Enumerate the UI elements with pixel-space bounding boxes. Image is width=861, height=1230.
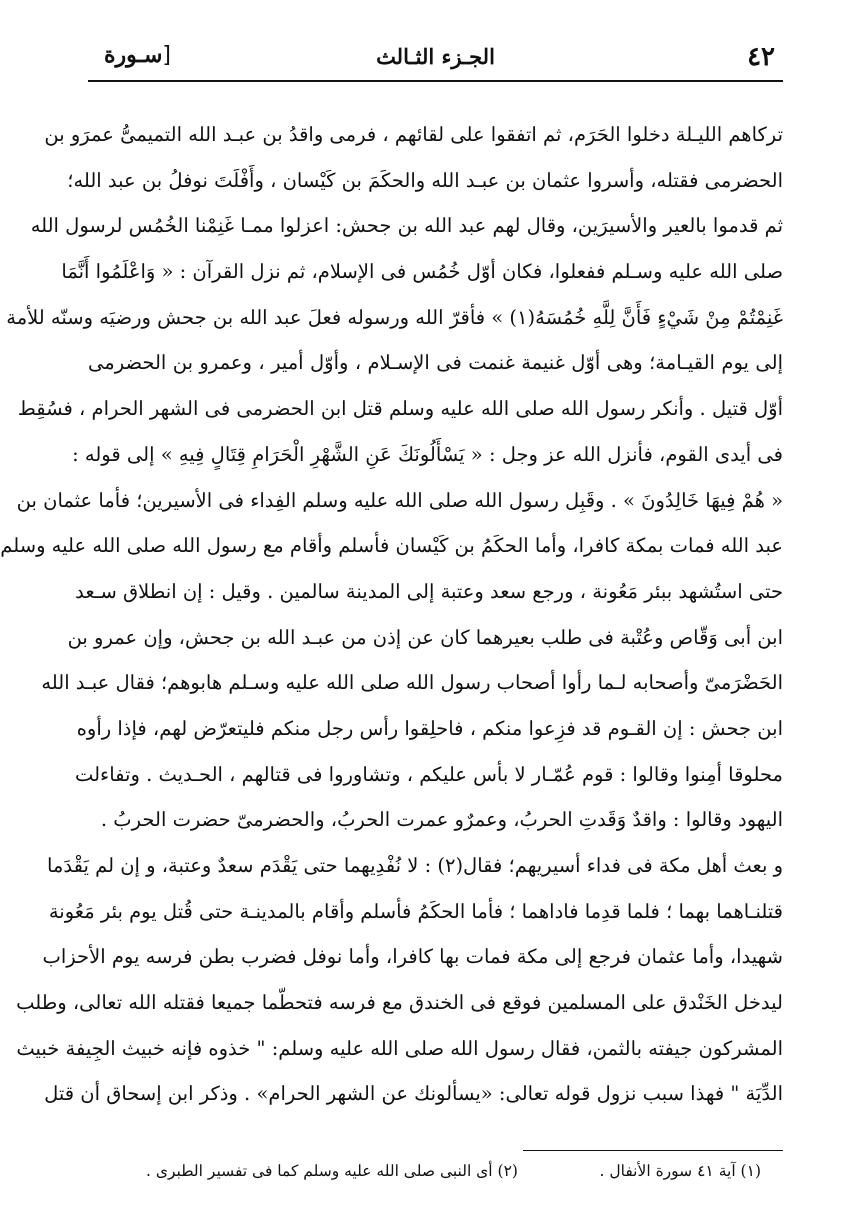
footnote-2: (٢) أى النبى صلى الله عليه وسلم كما فى تفسير الطبرى .: [146, 1162, 518, 1180]
text-line: ثم قدموا بالعير والأسيرَين، وقال لهم عبد الله بن جحش: اعزلوا ممـا غَنِمْنا الخُمُس لرسول الله: [30, 214, 783, 238]
text-line: ابن جحش : إن القـوم قد فزِعوا منكم ، فاحلِقوا رأس رجل منكم فليتعرّض لهم، فإذا رأوه: [76, 716, 783, 740]
text-line: صلى الله عليه وسـلم ففعلوا، فكان أوّل خُمُس فى الإسلام، ثم نزل القرآن : « وَاعْلَمُوا أَنَّمَا: [61, 260, 783, 284]
open-bracket: [: [162, 43, 171, 68]
text-line: ابن أبى وَقّاص وعُتْبة فى طلب بعيرهما كان عن إذن من عبـد الله بن جحش، وإن عمرو بن: [67, 625, 783, 649]
text-line: شهيدا، وأما عثمان فرجع إلى مكة فمات بها كافرا، وأما نوفل فضرب بطن فرسه يوم الأحزاب: [42, 945, 783, 969]
text-line: « هُمْ فِيهَا خَالِدُونَ » . وقَبِل رسول الله صلى الله عليه وسلم الفِداء فى الأسيرين؛ فأما عثمان بن: [16, 488, 783, 512]
text-line: محلوقا أمِنوا وقالوا : قوم عُمّـار لا بأس عليكم ، وتشاوروا فى قتالهم ، الحـديث . وتفاءلت: [74, 762, 783, 786]
page-header: [88, 38, 783, 78]
page-number: ٤٢: [747, 42, 775, 72]
running-title: الجـزء الثـالث: [376, 44, 495, 69]
text-line: و بعث أهل مكة فى فداء أسيريهم؛ فقال(٢) : لا نُفْدِيهما حتى يَقْدَم سعدٌ وعتبة، و إن لم يَقْدَما: [46, 854, 783, 877]
text-line: أوّل قتيل . وأنكر رسول الله صلى الله عليه وسلم قتل ابن الحضرمى فى الشهر الحرام ، فسُقِط: [17, 397, 783, 421]
text-line: الحَضْرَمىّ وأصحابه لـما رأوا أصحاب رسول الله صلى الله عليه وسـلم هابوهم؛ فقال عبـد الله: [41, 671, 783, 695]
text-line: إلى يوم القيـامة؛ وهى أوّل غنيمة غنمت فى الإسـلام ، وأوّل أمير ، وعمرو بن الحضرمى: [88, 351, 783, 375]
text-line: فى أيدى القوم، فأنزل الله عز وجل : « يَسْأَلُونَكَ عَنِ الشَّهْرِ الْحَرَامِ قِتَالٍ فِيهِ » إلى قوله :: [72, 442, 783, 466]
text-line: اليهود وقالوا : واقدٌ وَقَدتِ الحربُ، وعمرٌو عمرت الحربُ، والحضرمىّ حضرت الحربُ .: [100, 808, 783, 832]
text-line: قتلنـاهما بهما ؛ فلما قدِما فاداهما ؛ فأما الحكَمُ فأسلم وأقام بالمدينـة حتى قُتل يوم بئر مَعُونة: [48, 899, 783, 923]
footnote-divider: [523, 1150, 783, 1151]
text-line: ليدخل الخَنْدق على المسلمين فوقع فى الخندق مع فرسه فتحطّما جميعا فقتله الله تعالى، وطلب: [16, 991, 783, 1015]
text-line: الحضرمى فقتله، وأسروا عثمان بن عبـد الله والحكَمَ بن كَيْسان ، وأَفْلَتَ نوفلُ بن عبد الله؛: [67, 168, 783, 192]
text-line: تركاهم الليـلة دخلوا الحَرَم، ثم اتفقوا على لقائهم ، فرمى واقدُ بن عبـد الله التميمىُّ عمرَو بن: [44, 123, 783, 146]
surah-label-text: سـورة: [104, 42, 163, 68]
text-line: عبد الله فمات بمكة كافرا، وأما الحكَمُ بن كَيْسان فأسلم وأقام مع رسول الله صلى الله عليه وسلم: [0, 534, 783, 558]
header-divider: [88, 80, 783, 82]
surah-label: [104, 42, 177, 68]
footnote-1: (١) آية ٤١ سورة الأنفال .: [599, 1162, 761, 1180]
text-line: الدِّيَة " فهذا سبب نزول قوله تعالى: «يسألونك عن الشهر الحرام» . وذكر ابن إسحاق أن قتل: [44, 1082, 783, 1106]
body-text: [0, 112, 783, 1117]
text-line: المشركون جيفته بالثمن، فقال رسول الله صلى الله عليه وسلم: " خذوه فإنه خبيث الجِيفة خبيث: [16, 1036, 783, 1060]
text-line: غَنِمْتُمْ مِنْ شَيْءٍ فَأَنَّ لِلَّهِ خُمُسَهُ(١) » فأقرّ الله ورسوله فعلَ عبد الله بن جحش ورضيَه وسنّه للأمة: [6, 305, 783, 329]
text-line: حتى استُشهد ببئر مَعُونة ، ورجع سعد وعتبة إلى المدينة سالمين . وقيل : إن انطلاق سـعد: [75, 579, 783, 603]
